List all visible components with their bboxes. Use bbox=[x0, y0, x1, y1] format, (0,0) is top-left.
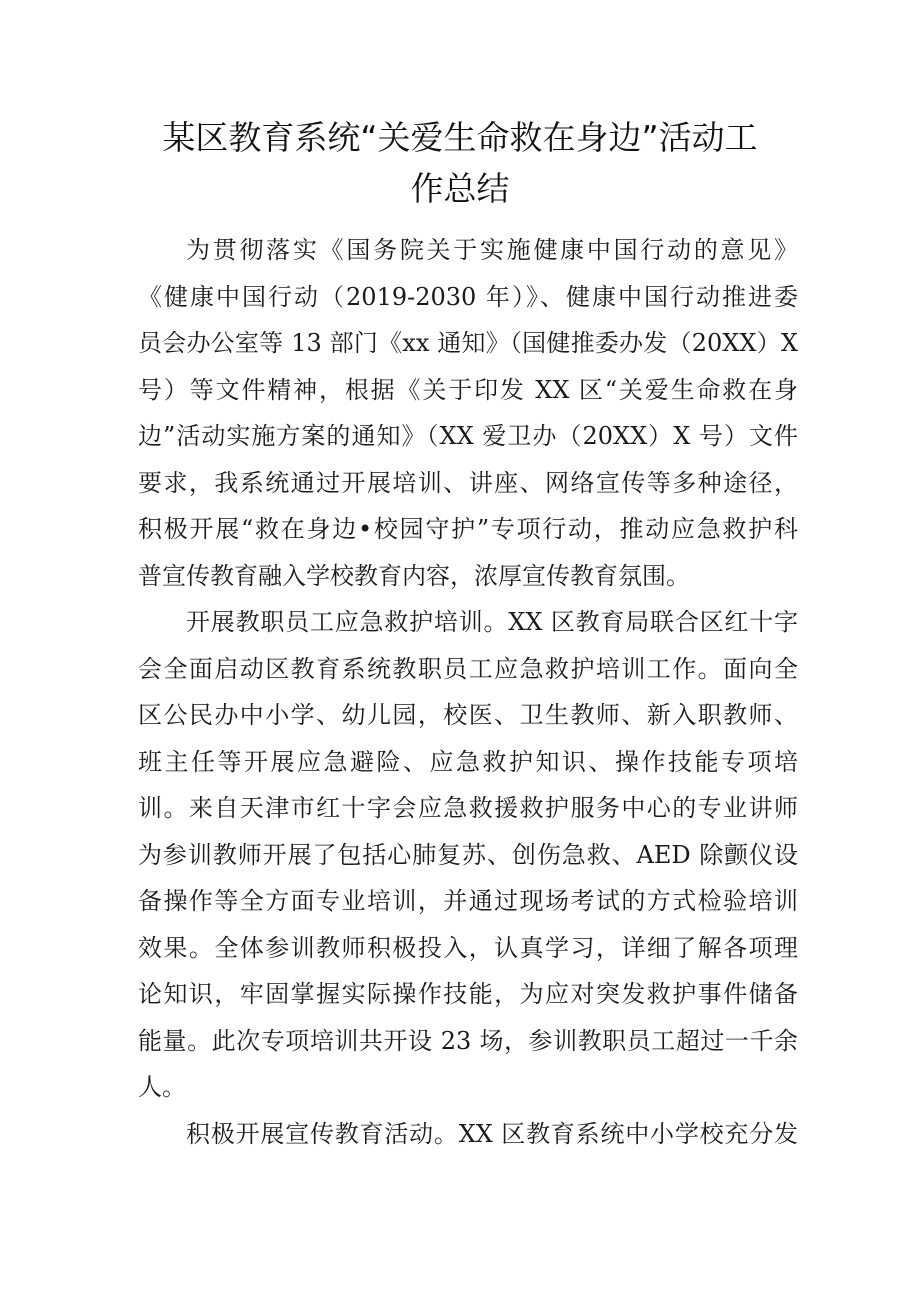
paragraph-line: 《健康中国行动（2019-2030 年）》、健康中国行动推进委 bbox=[138, 282, 798, 311]
paragraph-line: 为参训教师开展了包括心肺复苏、创伤急救、AED 除颤仪设 bbox=[138, 840, 798, 869]
title-line-1: 某区教育系统“关爱生命救在身边”活动工 bbox=[162, 118, 758, 157]
paragraph-line: 边”活动实施方案的通知》（XX 爱卫办（20XX）X 号）文件 bbox=[138, 422, 798, 450]
paragraph-intro bbox=[138, 227, 798, 599]
paragraph-line: 备操作等全方面专业培训，并通过现场考试的方式检验培训 bbox=[138, 887, 798, 915]
paragraph-line: 人。 bbox=[138, 1073, 186, 1101]
paragraph-line: 区公民办中小学、幼儿园，校医、卫生教师、新入职教师、 bbox=[138, 701, 798, 729]
paragraph-line: 为贯彻落实《国务院关于实施健康中国行动的意见》 bbox=[186, 236, 798, 264]
paragraph-line: 开展教职员工应急救护培训。XX 区教育局联合区红十字 bbox=[186, 608, 798, 636]
paragraph-line: 效果。全体参训教师积极投入，认真学习，详细了解各项理 bbox=[138, 933, 798, 962]
paragraph-line: 员会办公室等 13 部门《xx 通知》（国健推委办发（20XX）X bbox=[138, 329, 798, 357]
paragraph-publicity bbox=[138, 1111, 798, 1158]
document-body bbox=[138, 227, 798, 1157]
paragraph-line: 普宣传教育融入学校教育内容，浓厚宣传教育氛围。 bbox=[138, 561, 690, 590]
paragraph-training bbox=[138, 599, 798, 1111]
paragraph-line: 会全面启动区教育系统教职员工应急救护培训工作。面向全 bbox=[138, 654, 798, 683]
paragraph-line: 积极开展“救在身边•校园守护”专项行动，推动应急救护科 bbox=[138, 515, 798, 543]
paragraph-line: 能量。此次专项培训共开设 23 场，参训教职员工超过一千余 bbox=[138, 1026, 798, 1055]
document-title bbox=[110, 112, 810, 214]
paragraph-line: 训。来自天津市红十字会应急救援救护服务中心的专业讲师 bbox=[138, 794, 798, 822]
paragraph-line: 积极开展宣传教育活动。XX 区教育系统中小学校充分发 bbox=[186, 1119, 798, 1148]
title-line-2: 作总结 bbox=[410, 169, 510, 208]
paragraph-line: 要求，我系统通过开展培训、讲座、网络宣传等多种途径， bbox=[138, 468, 798, 497]
paragraph-line: 号）等文件精神，根据《关于印发 XX 区“关爱生命救在身 bbox=[138, 375, 798, 404]
paragraph-line: 班主任等开展应急避险、应急救护知识、操作技能专项培 bbox=[138, 747, 798, 776]
paragraph-line: 论知识，牢固掌握实际操作技能，为应对突发救护事件储备 bbox=[138, 980, 798, 1008]
